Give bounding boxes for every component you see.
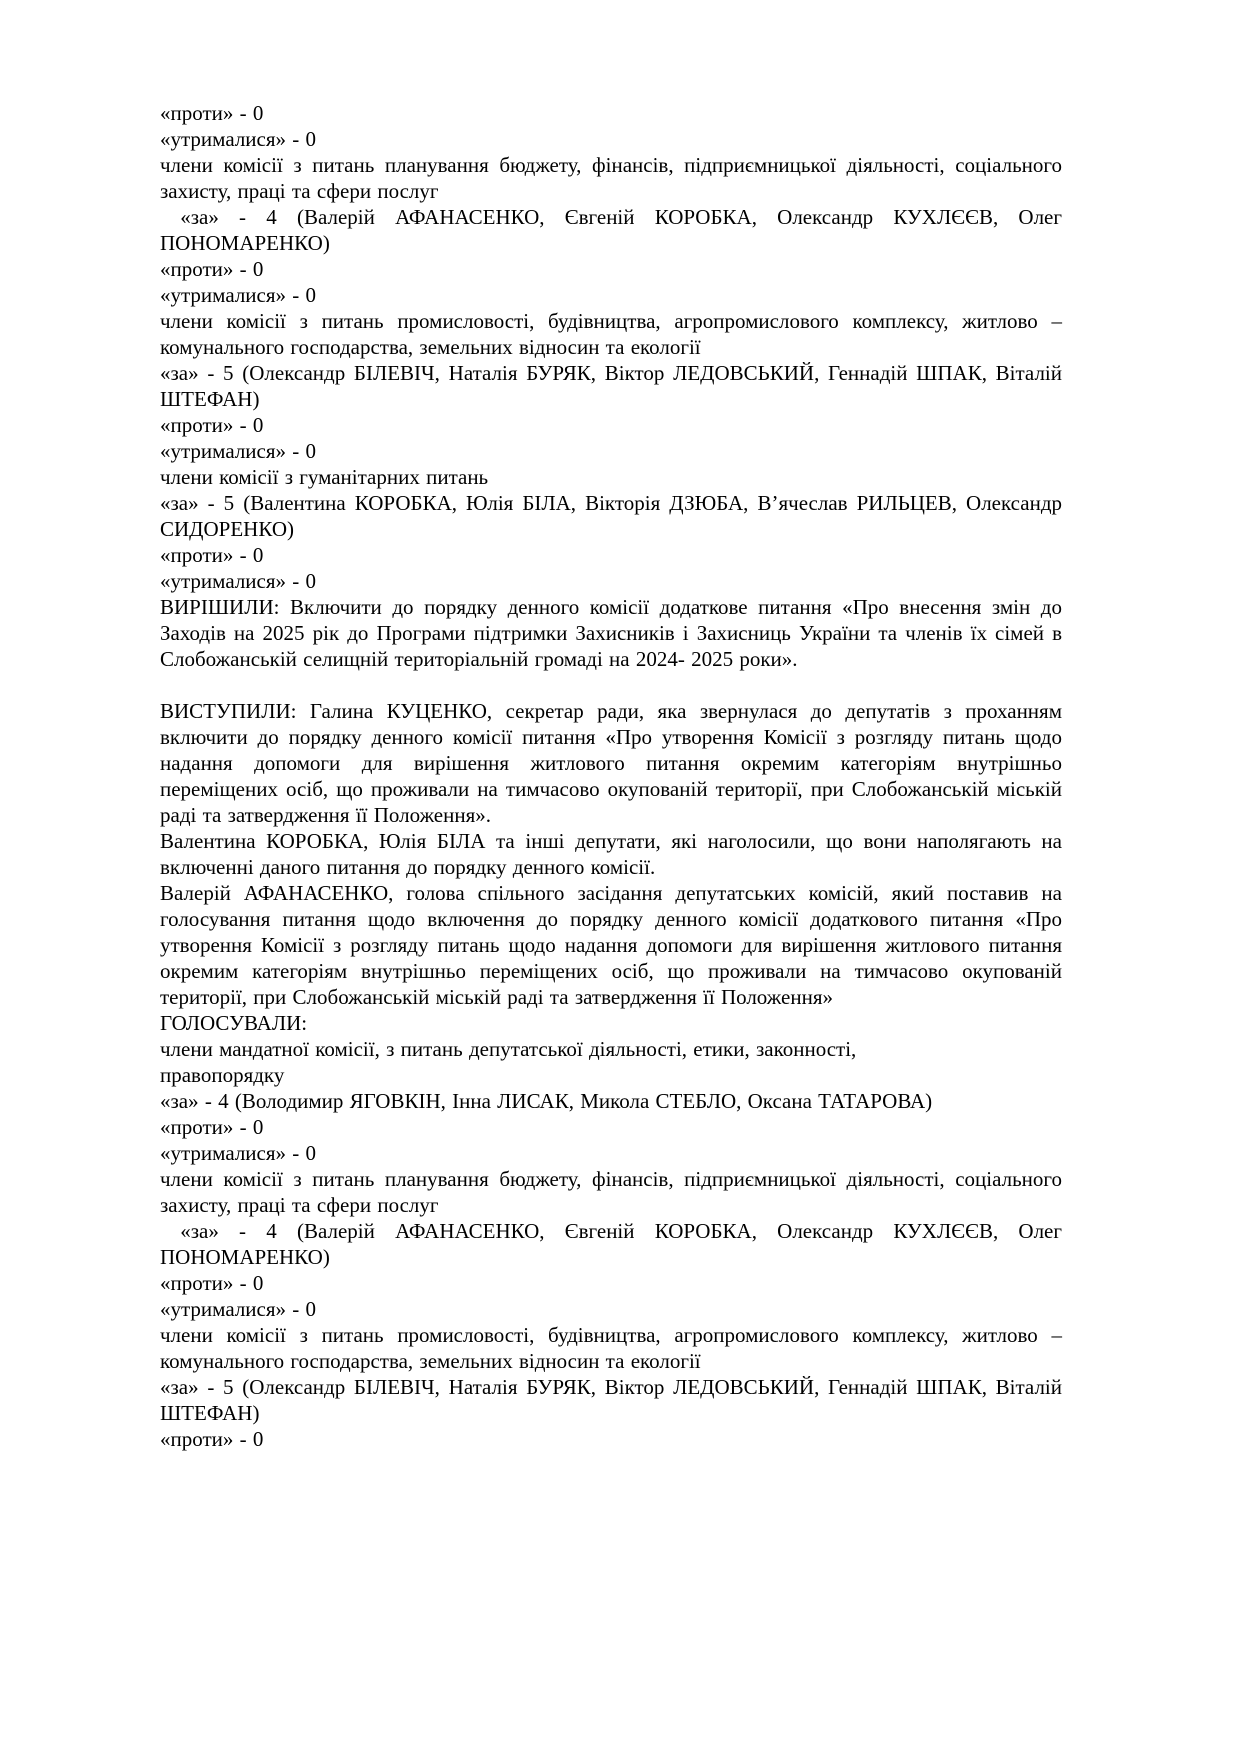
document-paragraph: «проти» - 0	[160, 1427, 264, 1451]
document-paragraph: «проти» - 0	[160, 1271, 264, 1295]
document-paragraph: «за» - 5 (Олександр БІЛЕВІЧ, Наталія БУРЯК, Віктор ЛЕДОВСЬКИЙ, Геннадій ШПАК, Віталій ШТЕФАН)	[160, 361, 1069, 411]
document-paragraph: «утрималися» - 0	[160, 1141, 317, 1165]
document-paragraph: Валентина КОРОБКА, Юлія БІЛА та інші депутати, які наголосили, що вони наполягають на включенні даного питання до порядку денного комісії.	[160, 829, 1069, 879]
document-paragraph: члени комісії з питань планування бюджету, фінансів, підприємницької діяльності, соціального захисту, праці та сфери послуг	[160, 1167, 1069, 1217]
document-paragraph: члени комісії з гуманітарних питань	[160, 465, 489, 489]
document-paragraph: «проти» - 0	[160, 101, 264, 125]
document-paragraph: «утрималися» - 0	[160, 1297, 317, 1321]
document-paragraph: «проти» - 0	[160, 1115, 264, 1139]
document-paragraph: «за» - 4 (Володимир ЯГОВКІН, Інна ЛИСАК, Микола СТЕБЛО, Оксана ТАТАРОВА)	[160, 1089, 933, 1113]
document-paragraph: «утрималися» - 0	[160, 439, 317, 463]
document-content	[160, 100, 1069, 1452]
document-paragraph: «проти» - 0	[160, 543, 264, 567]
document-paragraph: ГОЛОСУВАЛИ:	[160, 1011, 308, 1035]
document-paragraph: «за» - 5 (Олександр БІЛЕВІЧ, Наталія БУРЯК, Віктор ЛЕДОВСЬКИЙ, Геннадій ШПАК, Віталій ШТЕФАН)	[160, 1375, 1069, 1425]
document-paragraph: правопорядку	[160, 1063, 285, 1087]
document-paragraph: Валерій АФАНАСЕНКО, голова спільного засідання депутатських комісій, який поставив на голосування питання щодо включення до порядку денного комісії додаткового питання «Про утворення Комісії з розгляду питань щодо надання допомоги для вирішення житлового питання окремим категоріям внутрішньо переміщених осіб, що проживали на тимчасово окупованій території, при Слобожанській міській раді та затвердження її Положення»	[160, 881, 1069, 1009]
document-paragraph: члени комісії з питань промисловості, будівництва, агропромислового комплексу, житлово – комунального господарства, земельних відносин та екології	[160, 1323, 1069, 1373]
document-paragraph: «за» - 4 (Валерій АФАНАСЕНКО, Євгеній КОРОБКА, Олександр КУХЛЄЄВ, Олег ПОНОМАРЕНКО)	[160, 205, 1069, 255]
document-paragraph: «утрималися» - 0	[160, 569, 317, 593]
document-paragraph: «за» - 4 (Валерій АФАНАСЕНКО, Євгеній КОРОБКА, Олександр КУХЛЄЄВ, Олег ПОНОМАРЕНКО)	[160, 1219, 1069, 1269]
document-paragraph: «утрималися» - 0	[160, 127, 317, 151]
document-paragraph: «проти» - 0	[160, 257, 264, 281]
document-paragraph: ВИРІШИЛИ: Включити до порядку денного комісії додаткове питання «Про внесення змін до Заходів на 2025 рік до Програми підтримки Захисників і Захисниць України та членів їх сімей в Слобожанській селищній територіальній громаді на 2024- 2025 роки».	[160, 595, 1069, 671]
document-paragraph: ВИСТУПИЛИ: Галина КУЦЕНКО, секретар ради, яка звернулася до депутатів з проханням включити до порядку денного комісії питання «Про утворення Комісії з розгляду питань щодо надання допомоги для вирішення житлового питання окремим категоріям внутрішньо переміщених осіб, що проживали на тимчасово окупованій території, при Слобожанській міській раді та затвердження її Положення».	[160, 699, 1069, 827]
document-paragraph: «проти» - 0	[160, 413, 264, 437]
document-paragraph: члени мандатної комісії, з питань депутатської діяльності, етики, законності,	[160, 1037, 857, 1061]
document-paragraph: члени комісії з питань планування бюджету, фінансів, підприємницької діяльності, соціального захисту, праці та сфери послуг	[160, 153, 1069, 203]
document-paragraph	[160, 672, 1062, 698]
document-paragraph: «утрималися» - 0	[160, 283, 317, 307]
document-paragraph: члени комісії з питань промисловості, будівництва, агропромислового комплексу, житлово – комунального господарства, земельних відносин та екології	[160, 309, 1069, 359]
document-paragraph: «за» - 5 (Валентина КОРОБКА, Юлія БІЛА, Вікторія ДЗЮБА, В’ячеслав РИЛЬЦЕВ, Олександр СИДОРЕНКО)	[160, 491, 1069, 541]
